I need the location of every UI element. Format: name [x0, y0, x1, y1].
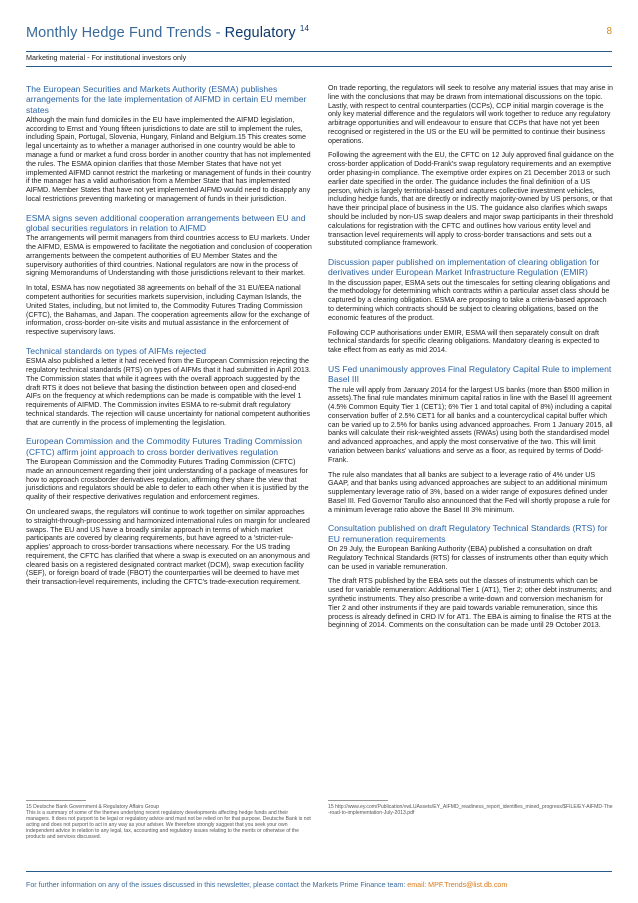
section-heading: US Fed unanimously approves Final Regulatory Capital Rule to implement Basel III — [328, 363, 612, 385]
paragraph: In the discussion paper, ESMA sets out the timescales for setting clearing obligations and the methodology for determining which contracts within a particular asset class should be captured by a clearing obligation. ESMA are proposing to take a criteria-based approach to determining which contracts should be subject to clearing obligations, based on the economic features of the product. — [328, 278, 610, 322]
section-heading: Technical standards on types of AIFMs rejected — [26, 345, 207, 356]
section-heading: European Commission and the Commodity Futures Trading Commission (CFTC) affirm joint approach to cross border derivatives regulation — [26, 436, 303, 457]
page-header — [26, 24, 612, 62]
section-heading: Discussion paper published on implementation of clearing obligation for derivatives under European Market Infrastructure Regulation (EMIR) — [328, 257, 600, 278]
page-subtitle: Marketing material - For institutional investors only — [26, 53, 187, 62]
paragraph: The rule will apply from January 2014 for the largest US banks (more than $500 million in assets).The final rule mandates minimum capital ratios in line with the Basel III agreement (4.5% Common Equity Tier 1 (CET1); 6% Tier 1 and total capital of 8%) including a capital conservation buffer of 2.5% CET1 for all banks and a countercyclical capital buffer which can be varied up to 2.5% for banks using advanced approaches. From 1 January 2015, all banks will calculate their risk-weighted assets (RWAs) using both the standardised model and advanced approaches, and apply the most conservative of the two. This will limit variation between banks' valuations and serve as a floor, as required by terms of Dodd-Frank. — [328, 385, 613, 464]
footnote-left — [26, 800, 312, 841]
section-heading: The European Securities and Markets Authority (ESMA) publishes arrangements for the late implementation of AIFMD in certain EU member states — [26, 84, 307, 115]
title-prefix: Monthly Hedge Fund Trends - — [26, 25, 225, 41]
title-main: Regulatory — [224, 25, 296, 41]
paragraph: On 29 July, the European Banking Authority (EBA) published a consultation on draft Regulatory Technical Standards (RTS) for classes of instruments other than equity which can be used in variable remuneration. — [328, 545, 608, 571]
paragraph: The rule also mandates that all banks are subject to a leverage ratio of 4% under US GAAP, and that banks using advanced approaches are subject to an additional minimum supplementary leverage ratio of 3%, based on a wider range of exposures defined under Basel III. Fed Governor Tarullo also announced that the Fed will shortly propose a rule for a minimum leverage ratio above the Basel III 3% minimum. — [328, 470, 611, 514]
page-footer — [26, 881, 612, 889]
paragraph: ESMA also published a letter it had received from the European Commission rejecting the regulatory technical standards (RTS) on types of AIFMs that it had submitted in April 2013. The Commission states that while it agrees with the overall approach suggested by the draft RTS it does not believe that basing the distinction between open and closed-end AIFs on the frequency at which redemptions can be made is compatible with the level 1 requirements of AIFMD. The Commission invites ESMA to re-submit draft regulatory technical standards. The rejection will cause uncertainty for national competent authorities that are currently in the process of implementing the legislation. — [26, 357, 311, 427]
paragraph: On uncleared swaps, the regulators will continue to work together on similar approaches to straight-through-processing and harmonized international rules on margin for uncleared swaps. The EU and US have a broadly similar approach in terms of which market participants are covered by clearing requirements, but have agreed to a 'stricter-rule-applies' approach to cross-border transactions where necessary. For the US trading requirement, the CFTC has clarified that where a swap is executed on an anonymous and cleared basis on a registered designated contract market (DCM), swap execution facility (SEF), or foreign board of trade (FBOT) the counterparties will be deemed to have met their transaction-level requirements, including the CFTC's trade-execution requirement. — [26, 507, 310, 587]
paragraph: The European Commission and the Commodity Futures Trading Commission (CFTC) made an announcement regarding their joint understanding of a package of measures for how to approach crossborder derivatives regulation, affirming they share the view that jurisdictions and regulators should be able to defer to each other when it is justified by the quality of their respective derivatives regulation and enforcement regimes. — [26, 458, 309, 502]
section-heading: ESMA signs seven additional cooperation arrangements between EU and global securities regulators in relation to AIFMD — [26, 212, 306, 233]
paragraph: On trade reporting, the regulators will seek to resolve any material issues that may arise in line with the conclusions that may be drawn from international discussions on the topic. Lastly, with respect to central counterparties (CCPs), CCP initial margin coverage is the only key material difference and the regulators will work together to reduce any regulatory arbitrage opportunities and will endeavour to ensure that CCPs that have not yet been recognised or registered in the US or the EU will be permitted to continue their business operations. — [328, 84, 613, 145]
subtitle-divider — [26, 66, 612, 67]
paragraph: The draft RTS published by the EBA sets out the classes of instruments which can be used for variable remuneration: Additional Tier 1 (AT1), Tier 2; other debt instruments; and synthetic instruments. They also prescribe a write-down and conversion mechanism for Tier 2 and other instruments if they are paid towards variable remuneration, since this process is already defined in CRD IV for AT1. The EBA is aiming to finalise the RTS at the beginning of 2014. Comments on the consultation can be made until 29 October 2013. — [328, 577, 612, 630]
paragraph: Although the main fund domiciles in the EU have implemented the AIFMD legislation, according to Ernst and Young fifteen jurisdictions to date are still to implement the rules, including Spain, Portugal, Slovenia, Hungary, Finland and Belgium.15 This creates some legal uncertainty as to whether a manager authorised in one country would be able to manage a fund or market a fund cross border in another country that has not implemented the rules. The ESMA opinion clarifies that those Member States that have not yet implemented AIFMD cannot restrict the marketing or management of funds in their country if the manager has a valid authorisation from a Member State that has implemented AIFMD. Member States that have not yet implemented AIFMD would need to disapply any local restrictions preventing marketing or management of funds in their jurisdiction. — [26, 115, 311, 203]
paragraph: The arrangements will permit managers from third countries access to EU markets. Under the AIFMD, ESMA is empowered to facilitate the negotiation and conclusion of cooperation arrangements between the competent authorities of EU Member States and the supervisory authorities of third countries. National regulators are now in the process of signing Memorandums of Understanding with those jurisdictions relevant to their market. — [26, 234, 312, 278]
title-footnote-ref: 14 — [299, 24, 310, 33]
paragraph: Following CCP authorisations under EMIR, ESMA will then separately consult on draft technical standards for specific clearing obligations. Mandatory clearing is expected to take effect from as early as mid 2014. — [328, 328, 600, 355]
footnote-link[interactable]: 15 http://www.ey.com/Publication/vwLUAssets/EY_AIFMD_readiness_report_identifies_mixed_progress/$FILE/EY-AIFMD-The-road-to-implementation-July-2013.pdf — [328, 804, 613, 817]
paragraph: In total, ESMA has now negotiated 38 agreements on behalf of the 31 EU/EEA national competent authorities for securities markets supervision, including Cayman Islands, the United States, including, but not limited to, the Commodity Futures Trading Commission (CFTC), the Bahamas, and Japan. The cooperation agreements allow for the exchange of information, cross-border on-site visits and mutual assistance in the enforcement of respective supervisory laws. — [26, 284, 310, 337]
contact-email-link[interactable]: email: MPF.Trends@list.db.com — [407, 881, 508, 889]
left-column — [26, 84, 312, 593]
section-heading: Consultation published on draft Regulatory Technical Standards (RTS) for EU remuneration requirements — [328, 523, 608, 544]
header-divider — [26, 51, 612, 52]
footnote-text: 15 Deutsche Bank Government & Regulatory Affairs Group This is a summary of some of the themes underlying recent regulatory developments affecting hedge funds and their managers. It does not purport to be legal or regulatory advice and must not be relied on for that purpose. Deutsche Bank is not acting and does not purport to act in any way as your adviser. We therefore strongly suggest that you seek your own independent advice in relation to any legal, tax, accounting and regulatory issues relating to the merits or otherwise of the products and services discussed. — [26, 804, 311, 841]
footer-text: For further information on any of the issues discussed in this newsletter, please contact the Markets Prime Finance team: — [26, 881, 408, 889]
paragraph: Following the agreement with the EU, the CFTC on 12 July approved final guidance on the cross-border application of Dodd-Frank's swap regulatory requirements and an exemptive order phasing-in compliance. The exemptive order expires on 21 December 2013 or such earlier date specified in the order. The guidance includes the final definition of a US person, which is largely territorial-based and captures collective investment vehicles, including hedge funds, that are directly or indirectly majority-owned by US persons, or that have their principal place of business in the US. The guidance also clarifies which swaps should be included by non-US swap dealers and major swap participants in their threshold calculations for registration with the CFTC and outlines how various entity level and transaction level requirements will apply to cross-border transactions and sets out a substituted compliance framework. — [328, 151, 614, 248]
footer-divider — [26, 871, 612, 872]
page-number: 8 — [606, 26, 612, 37]
footnote-right — [328, 800, 614, 816]
page-title — [26, 24, 612, 41]
right-column — [328, 84, 614, 636]
